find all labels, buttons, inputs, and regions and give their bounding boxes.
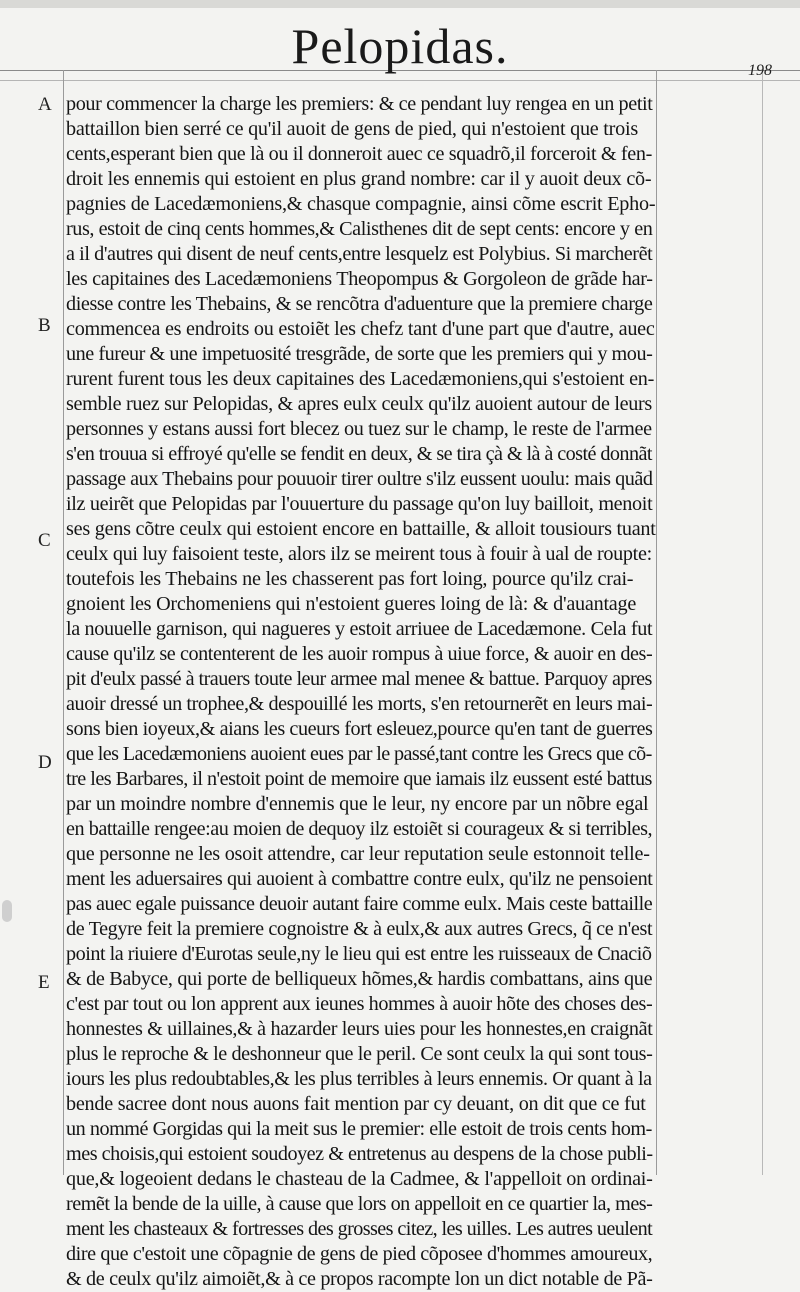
left-margin-rule — [63, 70, 64, 1175]
text-line: cause qu'ilz se contenterent de les auoir rompus à uiue force, & auoir en des- — [66, 643, 653, 665]
text-line: en battaille rengee:au moien de dequoy ilz estoiẽt si courageux & si terribles, — [66, 818, 653, 840]
text-line: point la riuiere d'Eurotas seule,ny le lieu qui est entre les ruisseaux de Cnaciõ — [66, 943, 652, 965]
text-line: ilz ueirẽt que Pelopidas par l'ouuerture du passage qu'on luy bailloit, menoit — [66, 493, 653, 515]
text-line: la nouuelle garnison, qui nagueres y estoit arriuee de Lacedæmone. Cela fut — [66, 618, 653, 640]
margin-letter-c: C — [38, 530, 51, 551]
text-line: remẽt la bende de la uille, à cause que lors on appelloit en ce quartier la, mes- — [66, 1193, 653, 1215]
text-line: commencea es endroits ou estoiẽt les chefz tant d'une part que d'autre, auec — [66, 318, 655, 340]
text-line: une fureur & une impetuosité tresgrãde, de sorte que les premiers qui y mou- — [66, 343, 653, 365]
margin-letter-e: E — [38, 972, 50, 993]
text-line: & de Babyce, qui porte de belliqueux hõmes,& hardis combattans, ains que — [66, 968, 653, 990]
text-line: honnestes & uillaines,& à hazarder leurs uies pour les honnestes,en craignãt — [66, 1018, 653, 1040]
text-line: diesse contre les Thebains, & se rencõtra d'aduenture que la premiere charge — [66, 293, 653, 315]
text-line: pas auec egale puissance deuoir autant faire comme eulx. Mais ceste battaille — [66, 893, 653, 915]
text-line: auoir dressé un trophee,& despouillé les morts, s'en retournerẽt en leurs mai- — [66, 693, 653, 715]
text-line: plus le reproche & le deshonneur que le peril. Ce sont ceulx la qui sont tous- — [66, 1043, 653, 1065]
text-line: ment les aduersaires qui auoient à combattre contre eulx, qu'ilz ne pensoient — [66, 868, 653, 890]
text-line: ceulx qui luy faisoient teste, alors ilz se meirent tous à fouir à ual de roupte: — [66, 543, 652, 565]
text-line: s'en trouua si effroyé qu'elle se fendit en deux, & se tira çà & là à costé donnãt — [66, 443, 652, 465]
page-stain — [2, 900, 12, 922]
body-text — [66, 92, 656, 1292]
text-line: a il d'autres qui disent de neuf cents,entre lesquelz est Polybius. Si marcherẽt — [66, 243, 653, 265]
text-line: pagnies de Lacedæmoniens,& chasque compagnie, ainsi cõme escrit Epho- — [66, 193, 656, 215]
text-line: gnoient les Orchomeniens qui n'estoient gueres loing de là: & d'auantage — [66, 593, 637, 615]
outer-margin-rule — [762, 70, 763, 1175]
text-line: battaillon bien serré ce qu'il auoit de gens de pied, qui n'estoient que trois — [66, 118, 638, 140]
text-line: tre les Barbares, il n'estoit point de memoire que iamais ilz eussent esté battus — [66, 768, 652, 790]
text-line: bende sacree dont nous auons fait mention par cy deuant, on dit que ce fut — [66, 1093, 646, 1115]
margin-letter-d: D — [38, 752, 52, 773]
text-line: ment les chasteaux & fortresses des grosses citez, les uilles. Les autres ueulent — [66, 1218, 653, 1240]
margin-letter-b: B — [38, 315, 51, 336]
margin-letter-a: A — [38, 94, 52, 115]
text-line: personnes y estans aussi fort blecez ou tuez sur le champ, le reste de l'armee — [66, 418, 652, 440]
text-line: pour commencer la charge les premiers: & ce pendant luy rengea en un petit — [66, 93, 653, 115]
text-line: pit d'eulx passé à trauers toute leur armee mal menee & battue. Parquoy apres — [66, 668, 652, 690]
text-line: & de ceulx qu'ilz aimoiẽt,& à ce propos racompte lon un dict notable de Pã- — [66, 1268, 653, 1290]
text-line: droit les ennemis qui estoient en plus grand nombre: car il y auoit deux cõ- — [66, 168, 652, 190]
text-line: c'est par tout ou lon apprent aux ieunes hommes à auoir hõte des choses des- — [66, 993, 653, 1015]
text-line: ses gens cõtre ceulx qui estoient encore en battaille, & alloit tousiours tuant — [66, 518, 656, 540]
text-line: iours les plus redoubtables,& les plus terribles à leurs ennemis. Or quant à la — [66, 1068, 652, 1090]
text-line: rus, estoit de cinq cents hommes,& Calisthenes dit de sept cents: encore y en — [66, 218, 653, 240]
text-line: toutefois les Thebains ne les chasserent pas fort loing, pource qu'ilz crai- — [66, 568, 634, 590]
right-margin-rule — [656, 70, 657, 1175]
page-top-edge — [0, 0, 800, 8]
text-line: passage aux Thebains pour pouuoir tirer oultre s'ilz eussent uoulu: mais quãd — [66, 468, 653, 490]
text-line: mes choisis,qui estoient soudoyez & entretenus au despens de la chose publi- — [66, 1143, 653, 1165]
text-line: cents,esperant bien que là ou il donneroit auec ce squadrõ,il forceroit & fen- — [66, 143, 652, 165]
text-line: un nommé Gorgidas qui la meit sus le premier: elle estoit de trois cents hom- — [66, 1118, 652, 1140]
text-line: dire que c'estoit une cõpagnie de gens de pied cõposee d'hommes amoureux, — [66, 1243, 653, 1265]
text-line: que personne ne les osoit attendre, car leur reputation seule estonnoit telle- — [66, 843, 650, 865]
text-line: que les Lacedæmoniens auoient eues par le passé,tant contre les Grecs que cõ- — [66, 743, 652, 765]
text-line: par un moindre nombre d'ennemis que le leur, ny encore par un nõbre egal — [66, 793, 649, 815]
page-title: Pelopidas. — [291, 18, 509, 74]
text-line: sons bien ioyeux,& aians les cueurs fort esleuez,pource qu'en tant de guerres — [66, 718, 653, 740]
page-number: 198 — [748, 62, 772, 79]
text-line: rurent furent tous les deux capitaines des Lacedæmoniens,qui s'estoient en- — [66, 368, 655, 390]
text-line: les capitaines des Lacedæmoniens Theopompus & Gorgoleon de grãde har- — [66, 268, 653, 290]
text-line: que,& logeoient dedans le chasteau de la Cadmee, & l'appelloit on ordinai- — [66, 1168, 653, 1190]
text-line: de Tegyre feit la premiere cognoistre & à eulx,& aux autres Grecs, q̃ ce n'est — [66, 918, 653, 940]
text-line: semble ruez sur Pelopidas, & apres eulx ceulx qu'ilz auoient autour de leurs — [66, 393, 652, 415]
header-rule-bottom — [0, 80, 800, 81]
